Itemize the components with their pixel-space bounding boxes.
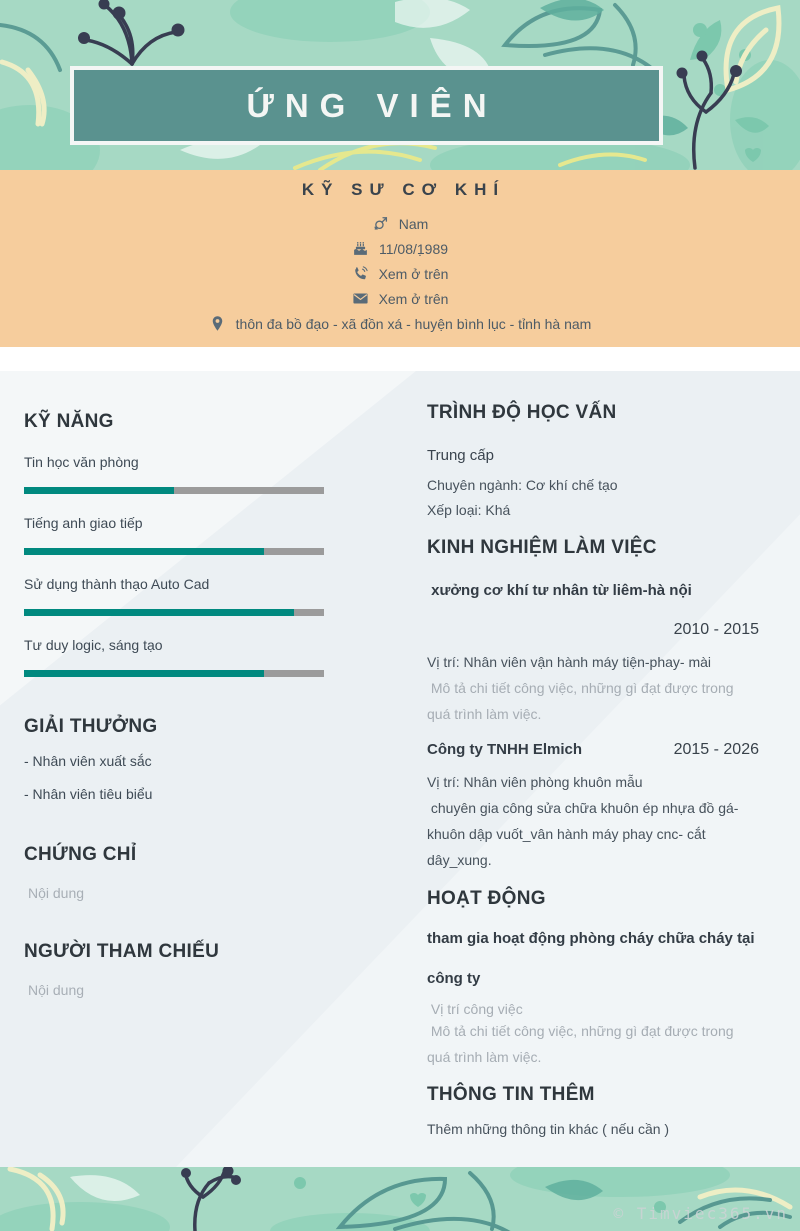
awards-heading: GIẢI THƯỞNG xyxy=(24,716,158,737)
experience-position: Vị trí: Nhân viên vận hành máy tiện-phay- mài xyxy=(427,654,712,670)
experience-heading: KINH NGHIỆM LÀM VIỆC xyxy=(427,537,657,558)
birthday-value: 11/08/1̣989 xyxy=(378,240,449,257)
skill-label: Sử dụng thành thạo Auto Cad xyxy=(24,576,210,592)
more-info-text: Thêm những thông tin khác ( nếu cần ) xyxy=(427,1121,670,1137)
gender-icon xyxy=(372,215,389,232)
education-grade: Xếp loại: Khá xyxy=(427,502,511,518)
skills-heading: KỸ NĂNG xyxy=(24,411,114,432)
skill-bar-fill xyxy=(24,609,294,616)
site-watermark: © Timviec365.vn xyxy=(613,1204,788,1223)
more-info-heading: THÔNG TIN THÊM xyxy=(427,1084,595,1105)
skill-label: Tiếng anh giao tiếp xyxy=(24,515,143,531)
skill-bar-fill xyxy=(24,487,174,494)
activity-position: Vị trí công việc xyxy=(427,1001,523,1017)
references-heading: NGƯỜI THAM CHIẾU xyxy=(24,941,220,962)
personal-info-list xyxy=(0,211,800,336)
certificates-placeholder: Nội dung xyxy=(28,885,85,901)
experience-entry xyxy=(427,741,759,873)
award-item: - Nhân viên tiêu biểu xyxy=(24,786,153,802)
skill-bar-fill xyxy=(24,548,264,555)
phone-row xyxy=(0,261,800,286)
experience-description: chuyên gia công sửa chữa khuôn ép nhựa đồ gá- khuôn dập vuốt_vân hành máy phay cnc- cắt dây_xung. xyxy=(427,800,743,868)
phone-value: Xem ở trên xyxy=(378,265,449,282)
profile-header xyxy=(0,170,800,347)
skill-bar-fill xyxy=(24,670,264,677)
email-icon xyxy=(352,290,369,307)
gender-row xyxy=(0,211,800,236)
activity-description: Mô tả chi tiết công việc, những gì đạt được trong quá trình làm việc. xyxy=(427,1023,738,1065)
experience-entry-head xyxy=(427,741,759,759)
phone-icon xyxy=(352,265,369,282)
experience-period: 2015 - 2026 xyxy=(673,741,759,758)
experience-position: Vị trí: Nhân viên phòng khuôn mẫu xyxy=(427,774,643,790)
experience-company: Công ty TNHH Elmich xyxy=(427,741,583,758)
award-item: - Nhân viên xuất sắc xyxy=(24,753,152,769)
email-row xyxy=(0,286,800,311)
skill-bar xyxy=(24,548,324,555)
right-column xyxy=(427,402,759,1137)
email-value: Xem ở trên xyxy=(378,290,449,307)
candidate-title: ỨNG VIÊN xyxy=(246,86,498,124)
skill-item xyxy=(24,576,324,616)
skill-item xyxy=(24,454,324,494)
references-placeholder: Nội dung xyxy=(28,982,85,998)
skill-item xyxy=(24,515,324,555)
skill-bar xyxy=(24,609,324,616)
activity-title: tham gia hoạt động phòng cháy chữa cháy tại công ty xyxy=(427,930,755,987)
birthday-icon xyxy=(352,240,369,257)
activities-heading: HOẠT ĐỘNG xyxy=(427,888,546,909)
address-value: thôn đa bồ đạo - xã đồn xá - huyện bình lục - tỉnh hà nam xyxy=(235,315,592,332)
gender-value: Nam xyxy=(398,215,429,232)
experience-company: xưởng cơ khí tư nhân từ liêm-hà nội xyxy=(427,582,692,599)
skill-item xyxy=(24,637,324,677)
job-title: KỸ SƯ CƠ KHÍ xyxy=(301,180,506,199)
left-column xyxy=(24,411,324,998)
certificates-heading: CHỨNG CHỈ xyxy=(24,844,137,865)
skill-label: Tin học văn phòng xyxy=(24,454,139,470)
address-icon xyxy=(209,315,226,332)
experience-period: 2010 - 2015 xyxy=(673,621,759,638)
candidate-title-box xyxy=(70,66,663,145)
cv-body xyxy=(0,371,800,1167)
address-row xyxy=(0,311,800,336)
education-major: Chuyên ngành: Cơ khí chế tạo xyxy=(427,477,618,493)
skill-bar xyxy=(24,487,324,494)
skill-bar xyxy=(24,670,324,677)
experience-description: Mô tả chi tiết công việc, những gì đạt được trong quá trình làm việc. xyxy=(427,680,738,722)
birthday-row xyxy=(0,236,800,261)
experience-entry xyxy=(427,582,759,727)
skill-label: Tư duy logic, sáng tạo xyxy=(24,637,163,653)
education-degree: Trung cấp xyxy=(427,447,494,464)
top-floral-banner xyxy=(0,0,800,170)
education-heading: TRÌNH ĐỘ HỌC VẤN xyxy=(427,402,617,423)
